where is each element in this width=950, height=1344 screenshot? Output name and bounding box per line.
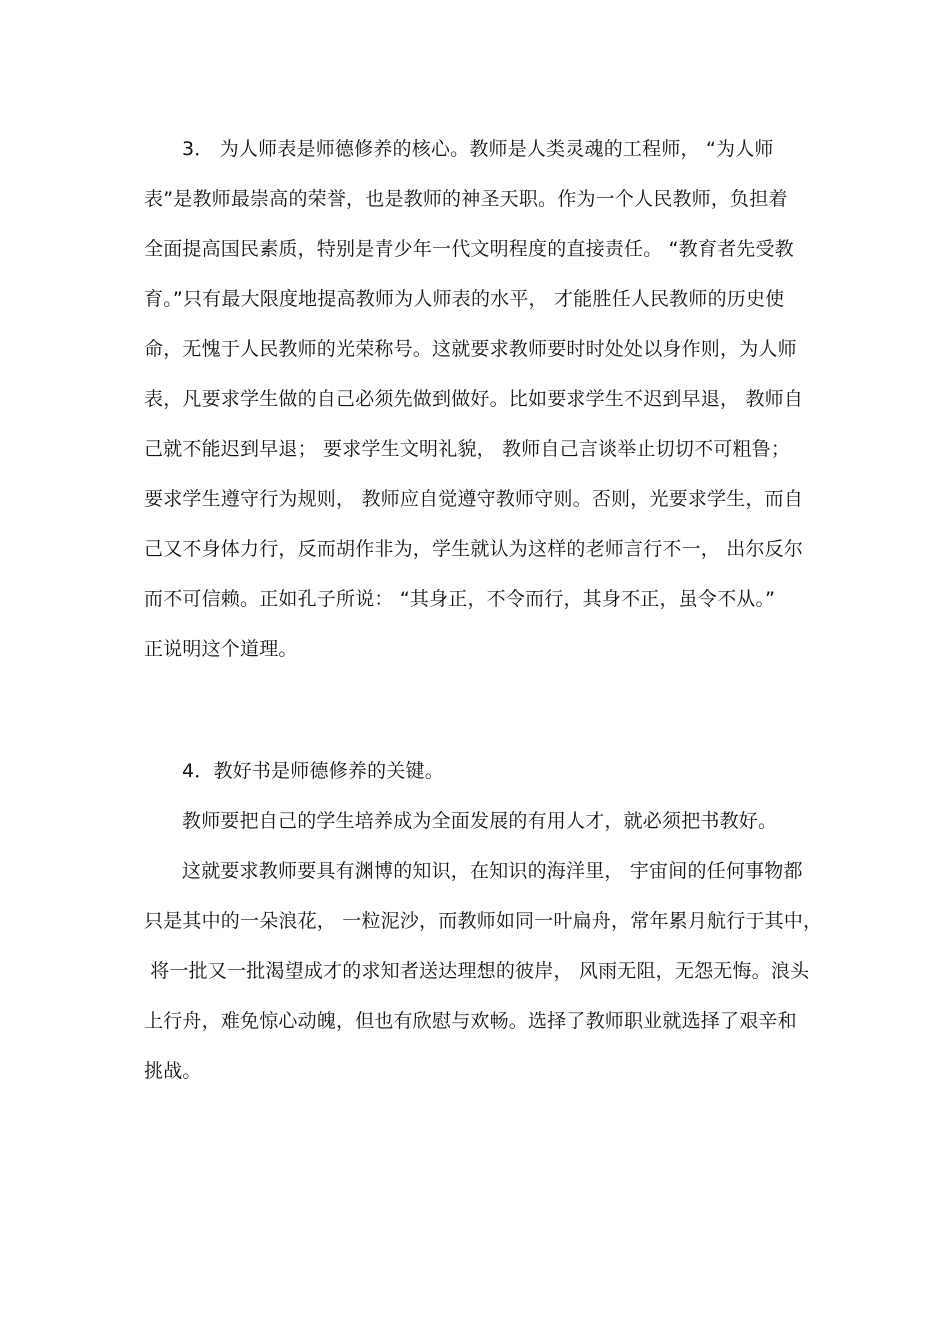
section-3-line-7: 己就不能迟到早退； 要求学生文明礼貌， 教师自己言谈举止切切不可粗鲁； bbox=[144, 438, 791, 460]
section-3-line-8: 要求学生遵守行为规则， 教师应自觉遵守教师守则。否则，光要求学生，而自 bbox=[144, 488, 804, 510]
section-3-line-3: 全面提高国民素质，特别是青少年一代文明程度的直接责任。 “教育者先受教 bbox=[144, 238, 794, 260]
section-3-line-1: 3． 为人师表是师德修养的核心。教师是人类灵魂的工程师， “为人师 bbox=[182, 138, 774, 160]
section-4-paragraph-2-line-3: 将一批又一批渴望成才的求知者送达理想的彼岸， 风雨无阻，无怨无悔。浪头 bbox=[144, 960, 810, 982]
section-4-paragraph-2-line-4: 上行舟，难免惊心动魄，但也有欣慰与欢畅。选择了教师职业就选择了艰辛和 bbox=[144, 1010, 797, 1032]
section-3-line-2: 表”是教师最崇高的荣誉，也是教师的神圣天职。作为一个人民教师，负担着 bbox=[144, 188, 788, 210]
section-4-paragraph-2-line-1: 这就要求教师要具有渊博的知识，在知识的海洋里， 宇宙间的任何事物都 bbox=[182, 860, 803, 882]
section-4-paragraph-2-line-2: 只是其中的一朵浪花， 一粒泥沙，而教师如同一叶扁舟，常年累月航行于其中， bbox=[144, 910, 823, 932]
section-3-line-10: 而不可信赖。正如孔子所说： “其身正，不令而行，其身不正，虽令不从。” bbox=[144, 588, 776, 610]
section-4-heading: 4．教好书是师德修养的关键。 bbox=[182, 760, 444, 782]
section-4-paragraph-2-line-5: 挑战。 bbox=[144, 1060, 202, 1082]
section-3-line-9: 己又不身体力行，反而胡作非为，学生就认为这样的老师言行不一， 出尔反尔 bbox=[144, 538, 804, 560]
section-3-line-4: 育。”只有最大限度地提高教师为人师表的水平， 才能胜任人民教师的历史使 bbox=[144, 288, 785, 310]
section-4-paragraph-1: 教师要把自己的学生培养成为全面发展的有用人才，就必须把书教好。 bbox=[182, 810, 778, 832]
section-3-line-6: 表，凡要求学生做的自己必须先做到做好。比如要求学生不迟到早退， 教师自 bbox=[144, 388, 804, 410]
section-3-line-11: 正说明这个道理。 bbox=[144, 638, 298, 660]
section-3-line-5: 命，无愧于人民教师的光荣称号。这就要求教师要时时处处以身作则，为人师 bbox=[144, 338, 797, 360]
